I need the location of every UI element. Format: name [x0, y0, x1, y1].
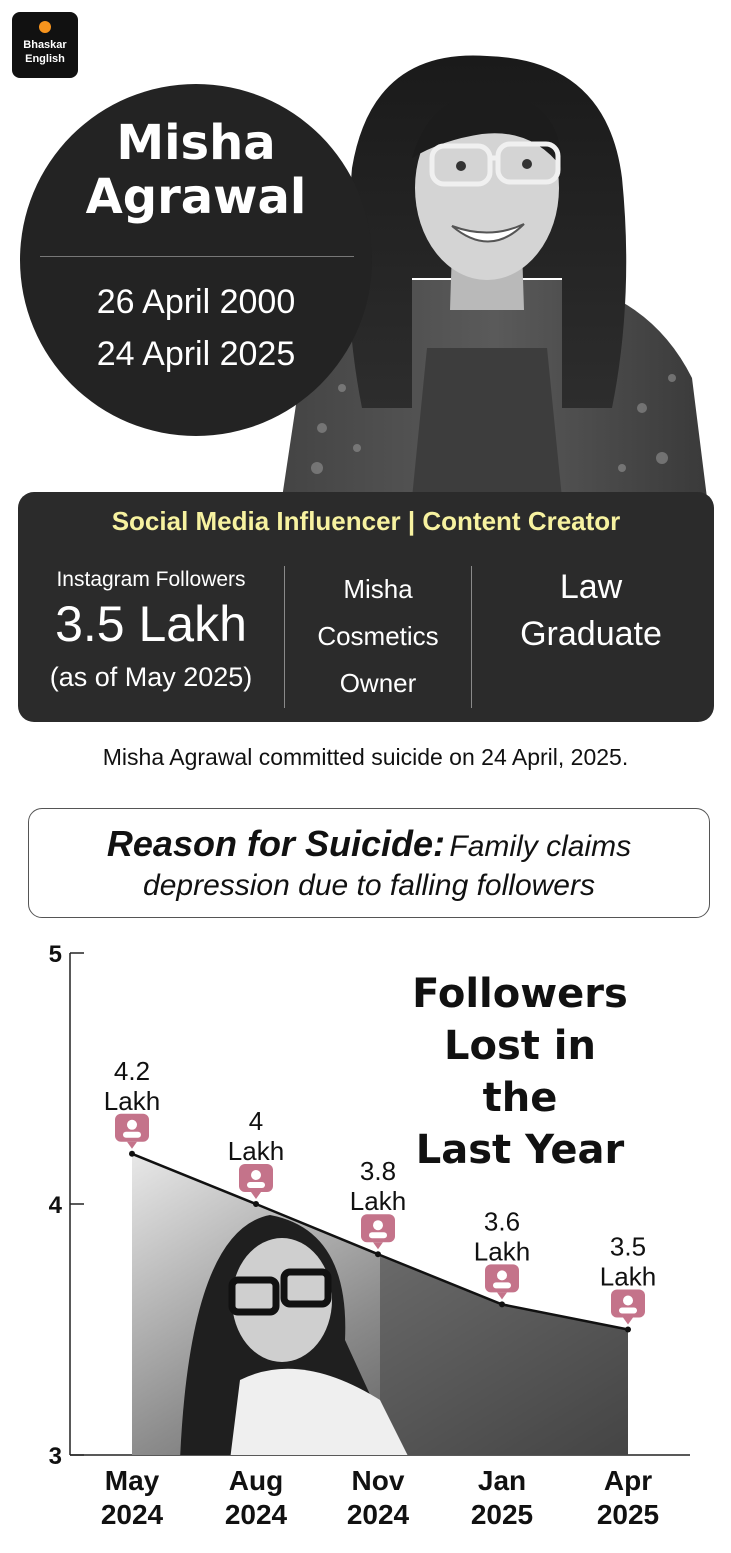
sun-icon	[39, 21, 51, 33]
x-tick-label-year: 2024	[346, 1499, 410, 1530]
marker-pointer	[127, 1142, 137, 1149]
value-label-unit: Lakh	[227, 1136, 285, 1166]
education-line1: Law	[559, 568, 623, 606]
area-photo	[180, 1215, 640, 1460]
reason-box	[28, 808, 710, 918]
data-point	[375, 1251, 381, 1257]
data-point	[253, 1201, 259, 1207]
value-label-number: 4.2	[113, 1055, 151, 1086]
user-icon	[373, 1220, 383, 1230]
reason-line1	[29, 823, 709, 865]
name-line1: Misha	[116, 115, 276, 171]
info-panel	[18, 492, 714, 722]
chart-title-line3: Last Year	[415, 1127, 625, 1173]
death-date: 24 April 2025	[96, 335, 296, 373]
brand-logo	[12, 12, 78, 78]
user-icon-body	[493, 1282, 511, 1288]
name-line2: Agrawal	[85, 169, 307, 225]
user-icon-body	[123, 1132, 141, 1138]
brand-line2: English	[25, 53, 65, 65]
data-point	[499, 1301, 505, 1307]
role-heading: Social Media Influencer | Content Creator	[111, 506, 621, 536]
user-icon	[251, 1170, 261, 1180]
chart-title	[400, 968, 640, 1176]
x-tick-label-year: 2024	[100, 1499, 164, 1530]
data-point	[129, 1151, 135, 1157]
instagram-value: 3.5 Lakh	[55, 596, 247, 652]
instagram-note: (as of May 2025)	[49, 662, 253, 692]
marker-pointer	[497, 1292, 507, 1299]
y-tick-label: 5	[48, 941, 62, 968]
chart-title-line1: Followers	[412, 971, 628, 1017]
profile-name	[20, 116, 372, 224]
death-caption: Misha Agrawal committed suicide on 24 April, 2025.	[102, 744, 629, 770]
y-tick-label: 4	[48, 1192, 62, 1219]
value-label-unit: Lakh	[473, 1236, 531, 1267]
value-label-unit: Lakh	[599, 1261, 657, 1292]
business-line1: Misha	[343, 574, 413, 604]
reason-label: Reason for Suicide:	[106, 823, 445, 864]
x-tick-label-year: 2025	[470, 1499, 534, 1530]
profile-circle	[20, 84, 372, 436]
instagram-label: Instagram Followers	[56, 568, 246, 591]
y-tick-label: 3	[48, 1443, 62, 1470]
business-line3: Owner	[339, 668, 417, 698]
value-label-number: 3.6	[483, 1206, 521, 1237]
reason-text-part1: Family claims	[449, 830, 632, 863]
info-divider-2	[471, 566, 472, 708]
info-divider-1	[284, 566, 285, 708]
value-label-number: 4	[248, 1106, 264, 1136]
marker-pointer	[623, 1318, 633, 1325]
x-tick-label-month: Jan	[477, 1465, 527, 1496]
value-label-unit: Lakh	[349, 1186, 407, 1217]
user-icon-body	[619, 1308, 637, 1314]
business-line2: Cosmetics	[317, 621, 439, 651]
value-label-number: 3.8	[359, 1156, 397, 1187]
value-label-number: 3.5	[609, 1231, 647, 1262]
brand-line1: Bhaskar	[23, 39, 67, 51]
education-line2: Graduate	[520, 615, 662, 653]
marker-pointer	[251, 1192, 261, 1199]
x-tick-label-month: Aug	[228, 1465, 284, 1496]
data-point	[625, 1327, 631, 1333]
education-cell	[478, 564, 704, 658]
x-tick-label-month: Apr	[603, 1465, 653, 1496]
birth-date: 26 April 2000	[96, 283, 296, 321]
user-icon-body	[247, 1182, 265, 1188]
x-tick-label-month: Nov	[351, 1465, 405, 1496]
circle-divider	[40, 256, 354, 257]
business-cell	[286, 566, 470, 707]
chart-title-line2: Lost in the	[443, 1023, 596, 1121]
user-icon-body	[369, 1232, 387, 1238]
user-icon	[623, 1296, 633, 1306]
x-tick-label-year: 2024	[224, 1499, 288, 1530]
reason-text-part2: depression due to falling followers	[143, 869, 595, 902]
user-icon	[127, 1120, 137, 1130]
value-label-unit: Lakh	[103, 1085, 161, 1116]
x-tick-label-year: 2025	[596, 1499, 660, 1530]
x-tick-label-month: May	[104, 1465, 160, 1496]
marker-pointer	[373, 1242, 383, 1249]
user-icon	[497, 1270, 507, 1280]
